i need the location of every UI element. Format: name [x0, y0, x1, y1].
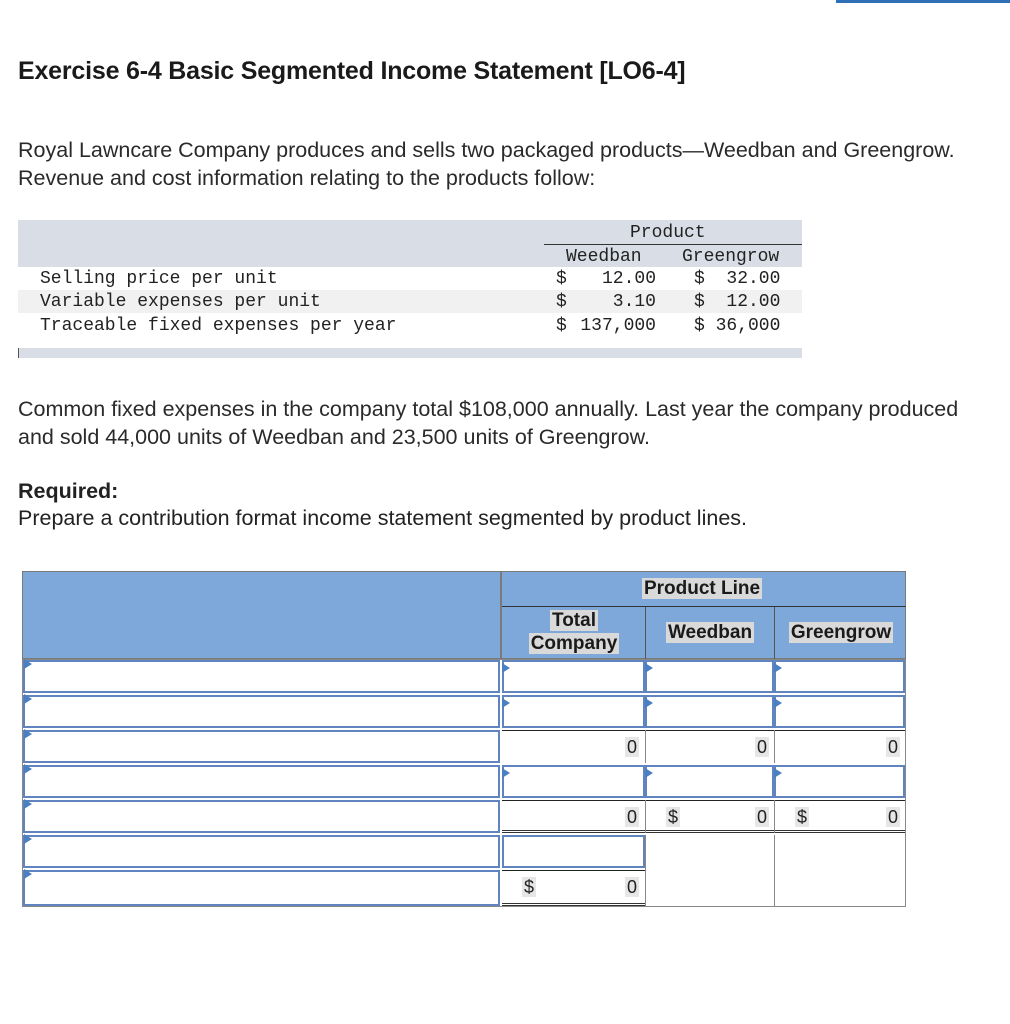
row7-total-dollar — [522, 877, 536, 898]
row2-weedban-marker — [645, 698, 653, 708]
row4-total-marker — [502, 768, 510, 778]
row3-total-text: 0 — [627, 737, 638, 757]
header-divider — [500, 571, 502, 659]
table-row — [18, 314, 802, 337]
required-text: Prepare a contribution format income statement segmented by product lines. — [18, 506, 747, 530]
row5-greengrow-text: 0 — [888, 807, 899, 827]
income-statement-grid — [22, 571, 906, 907]
row5-weedban-dollar — [666, 807, 680, 828]
row3-greengrow-value — [886, 737, 900, 758]
product-table-footer-band — [18, 348, 802, 358]
row2-total-input[interactable] — [502, 695, 645, 728]
row3-label-input[interactable] — [23, 730, 500, 763]
col-divider — [774, 730, 775, 763]
col-divider — [645, 800, 646, 833]
row3-values — [502, 730, 905, 763]
row2-total-marker — [502, 698, 510, 708]
row6-total-input[interactable] — [502, 835, 645, 868]
greengrow-value: $ 12.00 — [694, 292, 781, 312]
row7-label-input[interactable] — [23, 870, 500, 906]
row7-total-text: 0 — [627, 877, 638, 897]
greengrow-value: $ 36,000 — [694, 316, 781, 336]
row5-total-value — [625, 807, 639, 828]
row5-dropdown-arrow[interactable] — [24, 799, 32, 809]
row4-weedban-marker — [645, 768, 653, 778]
product-info-table — [18, 220, 802, 358]
table-row — [18, 290, 802, 313]
weedban-value: 12.00 — [601, 269, 656, 289]
weedban-dollar-sign: $ — [556, 269, 567, 289]
product-line-rule — [502, 606, 906, 607]
intro-paragraph: Royal Lawncare Company produces and sells two packaged products—Weedban and Greengrow. Revenue and cost information relating to the products follow: — [18, 138, 955, 190]
row6-dropdown-arrow[interactable] — [24, 834, 32, 844]
weedban-value: 3.10 — [612, 292, 656, 312]
row2-dropdown-arrow[interactable] — [24, 694, 32, 704]
row-label: Variable expenses per unit — [40, 292, 321, 312]
row1-dropdown-arrow[interactable] — [24, 659, 32, 669]
row1-total-marker — [502, 663, 510, 673]
row5-weedban-text: 0 — [757, 807, 768, 827]
product-group-header: Product — [630, 223, 706, 243]
col-header-weedban: Weedban — [566, 247, 642, 267]
row5-total-text: 0 — [627, 807, 638, 827]
row5-greengrow-dollar — [795, 807, 809, 828]
row2-weedban-input[interactable] — [645, 695, 774, 728]
weedban-dollar-sign: $ — [556, 292, 567, 312]
product-header-rule — [544, 244, 802, 245]
row2-greengrow-input[interactable] — [774, 695, 905, 728]
header-col-divider — [774, 607, 775, 659]
weedban-header — [650, 621, 770, 644]
page-title: Exercise 6-4 Basic Segmented Income Statement [LO6-4] — [18, 57, 686, 85]
row3-weedban-text: 0 — [757, 737, 768, 757]
greengrow-header — [779, 621, 903, 644]
row4-label-input[interactable] — [23, 765, 500, 798]
row2-label-input[interactable] — [23, 695, 500, 728]
row-label: Selling price per unit — [40, 269, 278, 289]
col-divider — [774, 835, 775, 907]
row1-weedban-input[interactable] — [645, 660, 774, 693]
row3-weedban-value — [755, 737, 769, 758]
total-header-line1: Total — [552, 610, 596, 631]
row7-dropdown-arrow[interactable] — [24, 869, 32, 879]
col-divider — [645, 835, 646, 907]
row4-weedban-input[interactable] — [645, 765, 774, 798]
weedban-header-text: Weedban — [667, 622, 753, 643]
col-divider — [774, 800, 775, 833]
row1-greengrow-input[interactable] — [774, 660, 905, 693]
row7-total-dollar-text: $ — [524, 877, 535, 897]
row1-total-input[interactable] — [502, 660, 645, 693]
row-label: Traceable fixed expenses per year — [40, 316, 397, 336]
product-line-header-text: Product Line — [643, 578, 761, 599]
row1-greengrow-marker — [774, 663, 782, 673]
greengrow-header-text: Greengrow — [790, 622, 892, 643]
row5-greengrow-dollar-text: $ — [797, 807, 808, 827]
row5-weedban-dollar-text: $ — [668, 807, 679, 827]
footer-tick — [18, 348, 19, 358]
row1-weedban-marker — [645, 663, 653, 673]
row7-total-value — [625, 877, 639, 898]
row4-greengrow-marker — [774, 768, 782, 778]
common-fixed-paragraph: Common fixed expenses in the company total $108,000 annually. Last year the company produced and sold 44,000 units of Weedban and 23,500 units of Greengrow. — [18, 397, 959, 449]
row2-greengrow-marker — [774, 698, 782, 708]
weedban-dollar-sign: $ — [556, 316, 567, 336]
required-label: Required: — [18, 479, 119, 503]
total-header-line2: Company — [530, 633, 618, 654]
row4-dropdown-arrow[interactable] — [24, 764, 32, 774]
row1-label-input[interactable] — [23, 660, 500, 693]
row5-label-input[interactable] — [23, 800, 500, 833]
col-header-greengrow: Greengrow — [682, 247, 780, 267]
col-divider — [645, 730, 646, 763]
product-line-header — [622, 577, 782, 600]
greengrow-value: $ 32.00 — [694, 269, 781, 289]
total-company-header — [518, 609, 630, 655]
row3-greengrow-text: 0 — [888, 737, 899, 757]
row3-dropdown-arrow[interactable] — [24, 729, 32, 739]
row6-label-input[interactable] — [23, 835, 500, 868]
table-row — [18, 267, 802, 290]
row5-values — [502, 800, 905, 833]
weedban-value: 137,000 — [580, 316, 656, 336]
top-accent-bar — [836, 0, 1010, 3]
row4-greengrow-input[interactable] — [774, 765, 905, 798]
row3-total-value — [625, 737, 639, 758]
row5-greengrow-value — [886, 807, 900, 828]
row5-weedban-value — [755, 807, 769, 828]
header-col-divider — [645, 607, 646, 659]
row4-total-input[interactable] — [502, 765, 645, 798]
